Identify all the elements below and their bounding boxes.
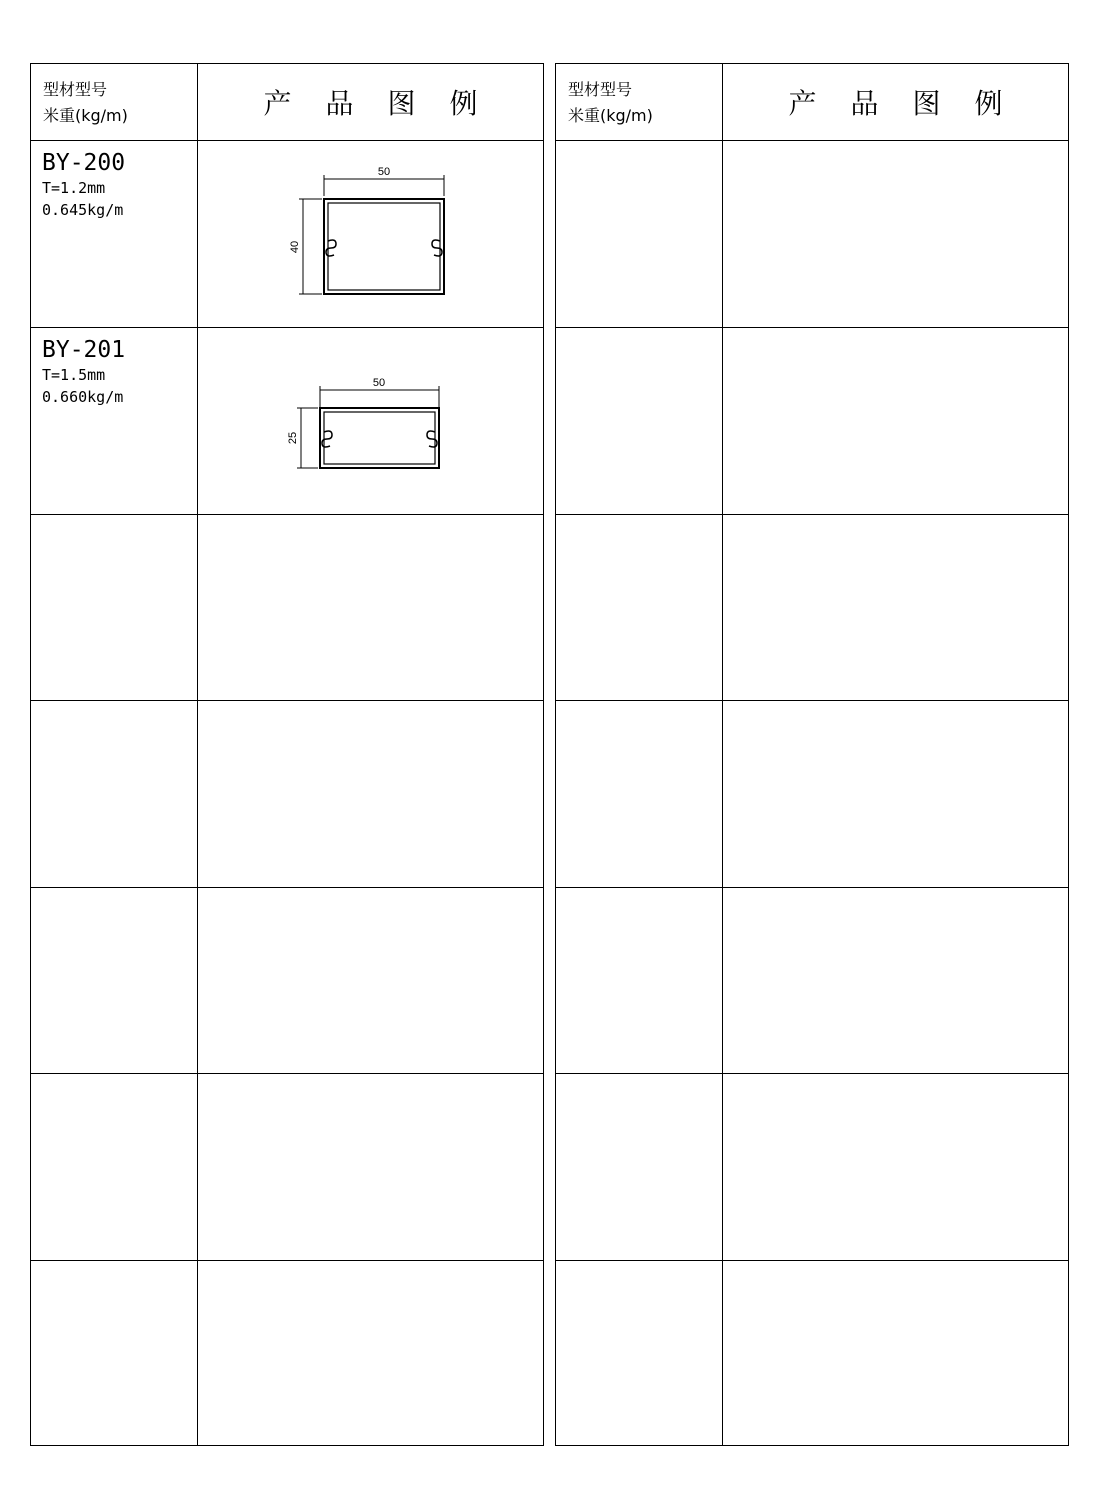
right-table <box>555 63 1069 1446</box>
product-thickness: T=1.5mm <box>42 366 106 384</box>
header-weight-label: 米重(kg/m) <box>43 106 128 125</box>
header-product-illustration: 产品图例 <box>788 87 1037 120</box>
empty-row <box>556 701 1068 888</box>
product-weight: 0.645kg/m <box>42 201 124 219</box>
product-row <box>31 141 543 328</box>
left-table <box>30 63 544 1446</box>
product-info <box>42 149 125 221</box>
header-model-label: 型材型号 <box>43 80 108 99</box>
header-row <box>556 64 1068 141</box>
product-row <box>31 328 543 515</box>
profile-drawing <box>198 141 543 327</box>
empty-row <box>556 515 1068 701</box>
empty-row <box>556 1074 1068 1261</box>
empty-row <box>556 888 1068 1074</box>
height-dimension: 25 <box>287 431 299 445</box>
empty-row <box>31 1074 543 1261</box>
empty-row <box>31 701 543 888</box>
product-code: BY-201 <box>42 337 126 363</box>
empty-row <box>556 328 1068 515</box>
empty-row <box>31 888 543 1074</box>
height-dimension: 40 <box>289 240 301 254</box>
product-code: BY-200 <box>42 150 126 176</box>
empty-row <box>31 1261 543 1445</box>
header-weight-label: 米重(kg/m) <box>568 106 653 125</box>
product-weight: 0.660kg/m <box>42 388 124 406</box>
header-model-weight <box>43 77 128 129</box>
header-row <box>31 64 543 141</box>
empty-row <box>556 141 1068 328</box>
empty-row <box>31 515 543 701</box>
profile-drawing <box>198 328 543 514</box>
product-info <box>42 336 125 408</box>
header-model-label: 型材型号 <box>568 80 633 99</box>
product-thickness: T=1.2mm <box>42 179 106 197</box>
width-dimension: 50 <box>372 377 386 389</box>
empty-row <box>556 1261 1068 1445</box>
width-dimension: 50 <box>377 166 391 178</box>
header-product-illustration: 产品图例 <box>263 87 512 120</box>
header-model-weight <box>568 77 653 129</box>
